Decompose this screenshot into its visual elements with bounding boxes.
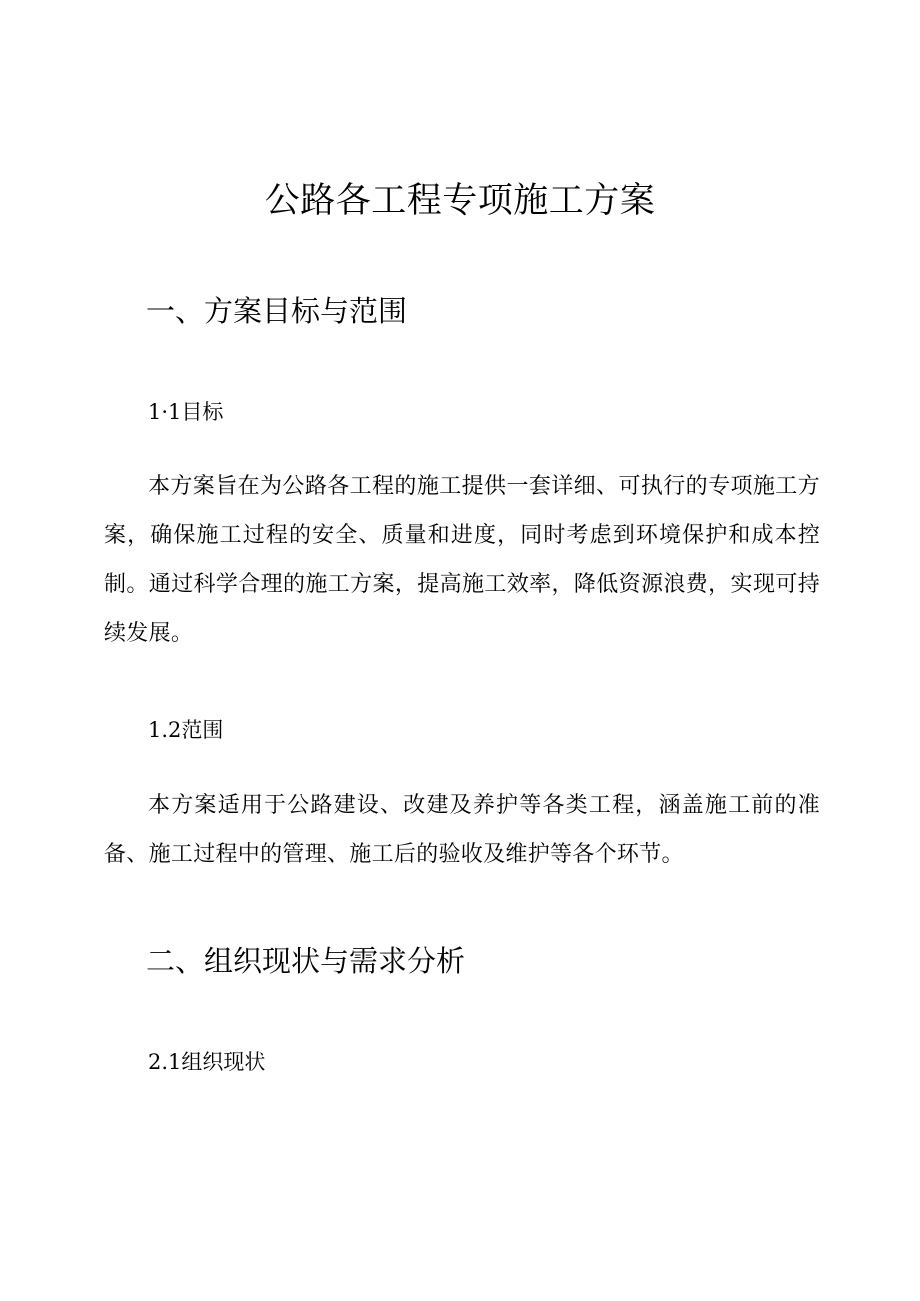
paragraph-1-2: 本方案适用于公路建设、改建及养护等各类工程，涵盖施工前的准备、施工过程中的管理、施工后的验收及维护等各个环节。 (104, 793, 820, 867)
document-title: 公路各工程专项施工方案 (264, 181, 656, 221)
section-heading-1: 一、方案目标与范围 (146, 294, 408, 328)
subsection-heading-1-2: 1.2范围 (148, 718, 224, 742)
paragraph-1-1: 本方案旨在为公路各工程的施工提供一套详细、可执行的专项施工方案，确保施工过程的安全、质量和进度，同时考虑到环境保护和成本控制。通过科学合理的施工方案，提高施工效率，降低资源浪费，实现可持续发展。 (104, 474, 820, 646)
subsection-heading-1-1: 1·1目标 (148, 400, 224, 424)
section-heading-2: 二、组织现状与需求分析 (146, 944, 466, 978)
subsection-heading-2-1: 2.1组织现状 (148, 1050, 266, 1074)
